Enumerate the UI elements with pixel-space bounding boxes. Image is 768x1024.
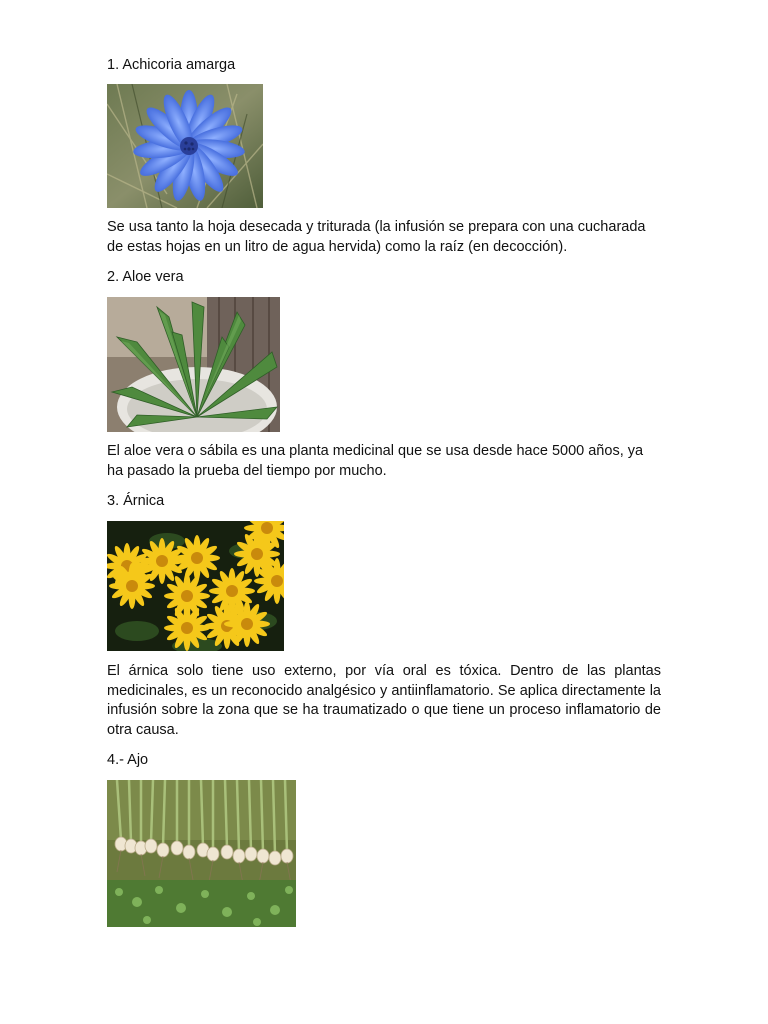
section-2-heading: 2. Aloe vera — [107, 269, 184, 285]
section-3-heading: 3. Árnica — [107, 493, 165, 509]
section-1-text: Se usa tanto la hoja desecada y triturada (la infusión se prepara con una cucharada de estas hojas en un litro de agua hervida) como la raíz (en decocción). — [107, 219, 646, 255]
section-3-text: El árnica solo tiene uso externo, por vía oral es tóxica. Dentro de las plantas medicinales, es un reconocido analgésico y antiinflamatorio. Se aplica directamente la infusión sobre la zona que se ha traumatizado o que tiene un proceso inflamatorio de otra causa. — [107, 663, 661, 738]
garlic-bulbs-photo — [107, 780, 296, 927]
arnica-flowers-photo — [107, 521, 284, 651]
chicory-flower-photo — [107, 84, 263, 208]
section-2-text: El aloe vera o sábila es una planta medicinal que se usa desde hace 5000 años, ya ha pasado la prueba del tiempo por mucho. — [107, 443, 644, 479]
section-1-heading: 1. Achicoria amarga — [107, 57, 236, 73]
section-4-heading: 4.- Ajo — [107, 752, 149, 768]
aloe-vera-plant-photo — [107, 297, 280, 432]
